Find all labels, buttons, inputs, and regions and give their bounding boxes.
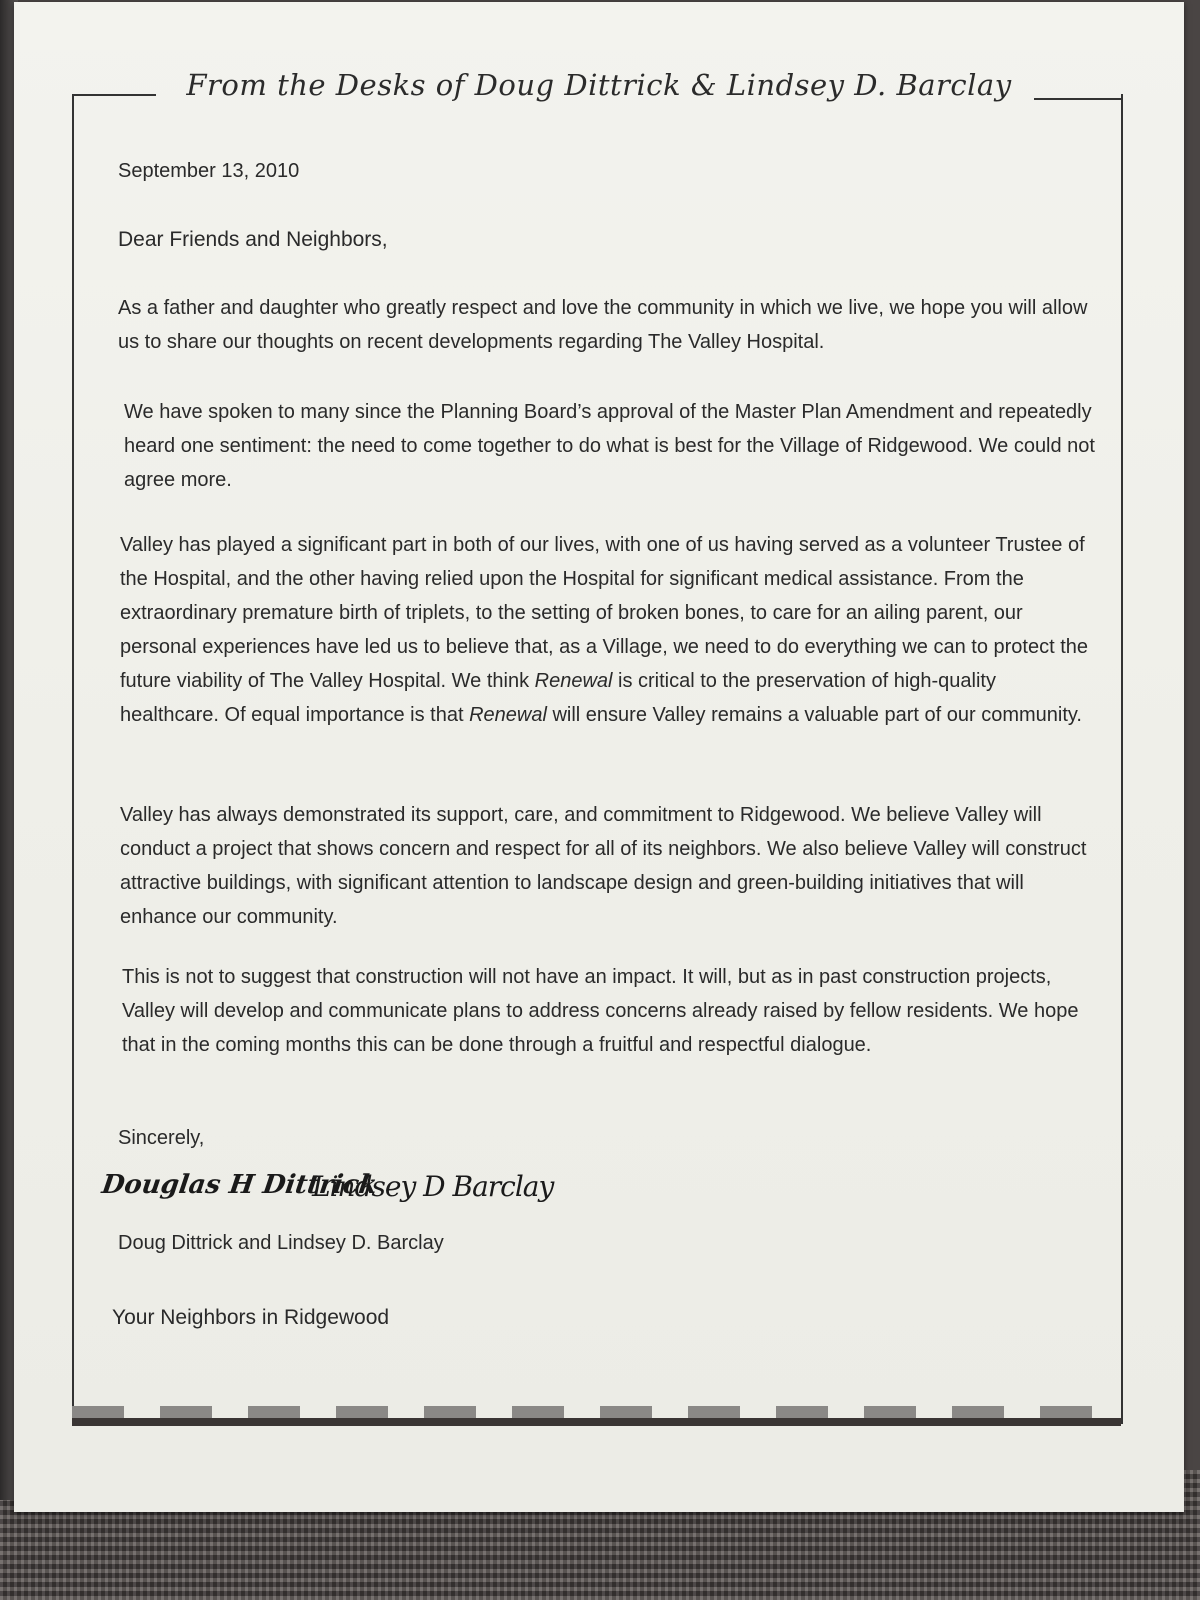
bottom-rule — [72, 1418, 1121, 1426]
frame-top-rule-right — [1034, 98, 1121, 100]
paragraph-3-part-c: will ensure Valley remains a valuable part of our community. — [546, 704, 1082, 726]
paragraph-3-part-b: is critical to the preservation of high-quality healthcare. Of equal importance is that — [120, 670, 996, 726]
renewal-emphasis: Renewal — [534, 670, 613, 692]
paragraph-2: We have spoken to many since the Planning Board’s approval of the Master Plan Amendment and repeatedly heard one sentiment: the need to come together to do what is best for the Village of Ridgewood. We could not agree more. — [124, 401, 1095, 491]
paragraph-4: Valley has always demonstrated its support, care, and commitment to Ridgewood. We believe Valley will conduct a project that shows concern and respect for all of its neighbors. We also believe Valley will construct attractive buildings, with significant attention to landscape design and green-building initiatives that will enhance our community. — [120, 804, 1087, 928]
paragraph-3 — [120, 528, 1090, 732]
letter-date: September 13, 2010 — [118, 160, 300, 182]
salutation: Dear Friends and Neighbors, — [118, 228, 388, 251]
renewal-emphasis: Renewal — [469, 704, 547, 726]
signer-names: Doug Dittrick and Lindsey D. Barclay — [118, 1232, 444, 1254]
paragraph-5: This is not to suggest that construction will not have an impact. It will, but as in past construction projects, Valley will develop and communicate plans to address concerns already raised by fellow residents. We hope that in the coming months this can be done through a fruitful and respectful dialogue. — [122, 966, 1079, 1056]
frame-top-rule-left — [72, 94, 156, 96]
signature-lindsey: Lindsey D Barclay — [312, 1170, 554, 1203]
bottom-border-band — [72, 1406, 1121, 1426]
checker-pattern — [72, 1406, 1121, 1418]
letter-page — [14, 2, 1184, 1512]
tagline: Your Neighbors in Ridgewood — [112, 1306, 390, 1329]
signature-doug: Douglas H Dittrick — [99, 1170, 379, 1200]
closing: Sincerely, — [118, 1127, 205, 1149]
paragraph-3-part-a: Valley has played a significant part in both of our lives, with one of us having served as a volunteer Trustee of the Hospital, and the other having relied upon the Hospital for significant medical assistance. From the extraordinary premature birth of triplets, to the setting of broken bones, to care for an ailing parent, our personal experiences have led us to believe that, as a Village, we need to do everything we can to protect the future viability of The Valley Hospital. We think — [120, 534, 1089, 692]
paragraph-1: As a father and daughter who greatly respect and love the community in which we live, we hope you will allow us to share our thoughts on recent developments regarding The Valley Hospital. — [118, 297, 1088, 353]
letterhead: From the Desks of Doug Dittrick & Lindsey D. Barclay — [186, 68, 1012, 102]
